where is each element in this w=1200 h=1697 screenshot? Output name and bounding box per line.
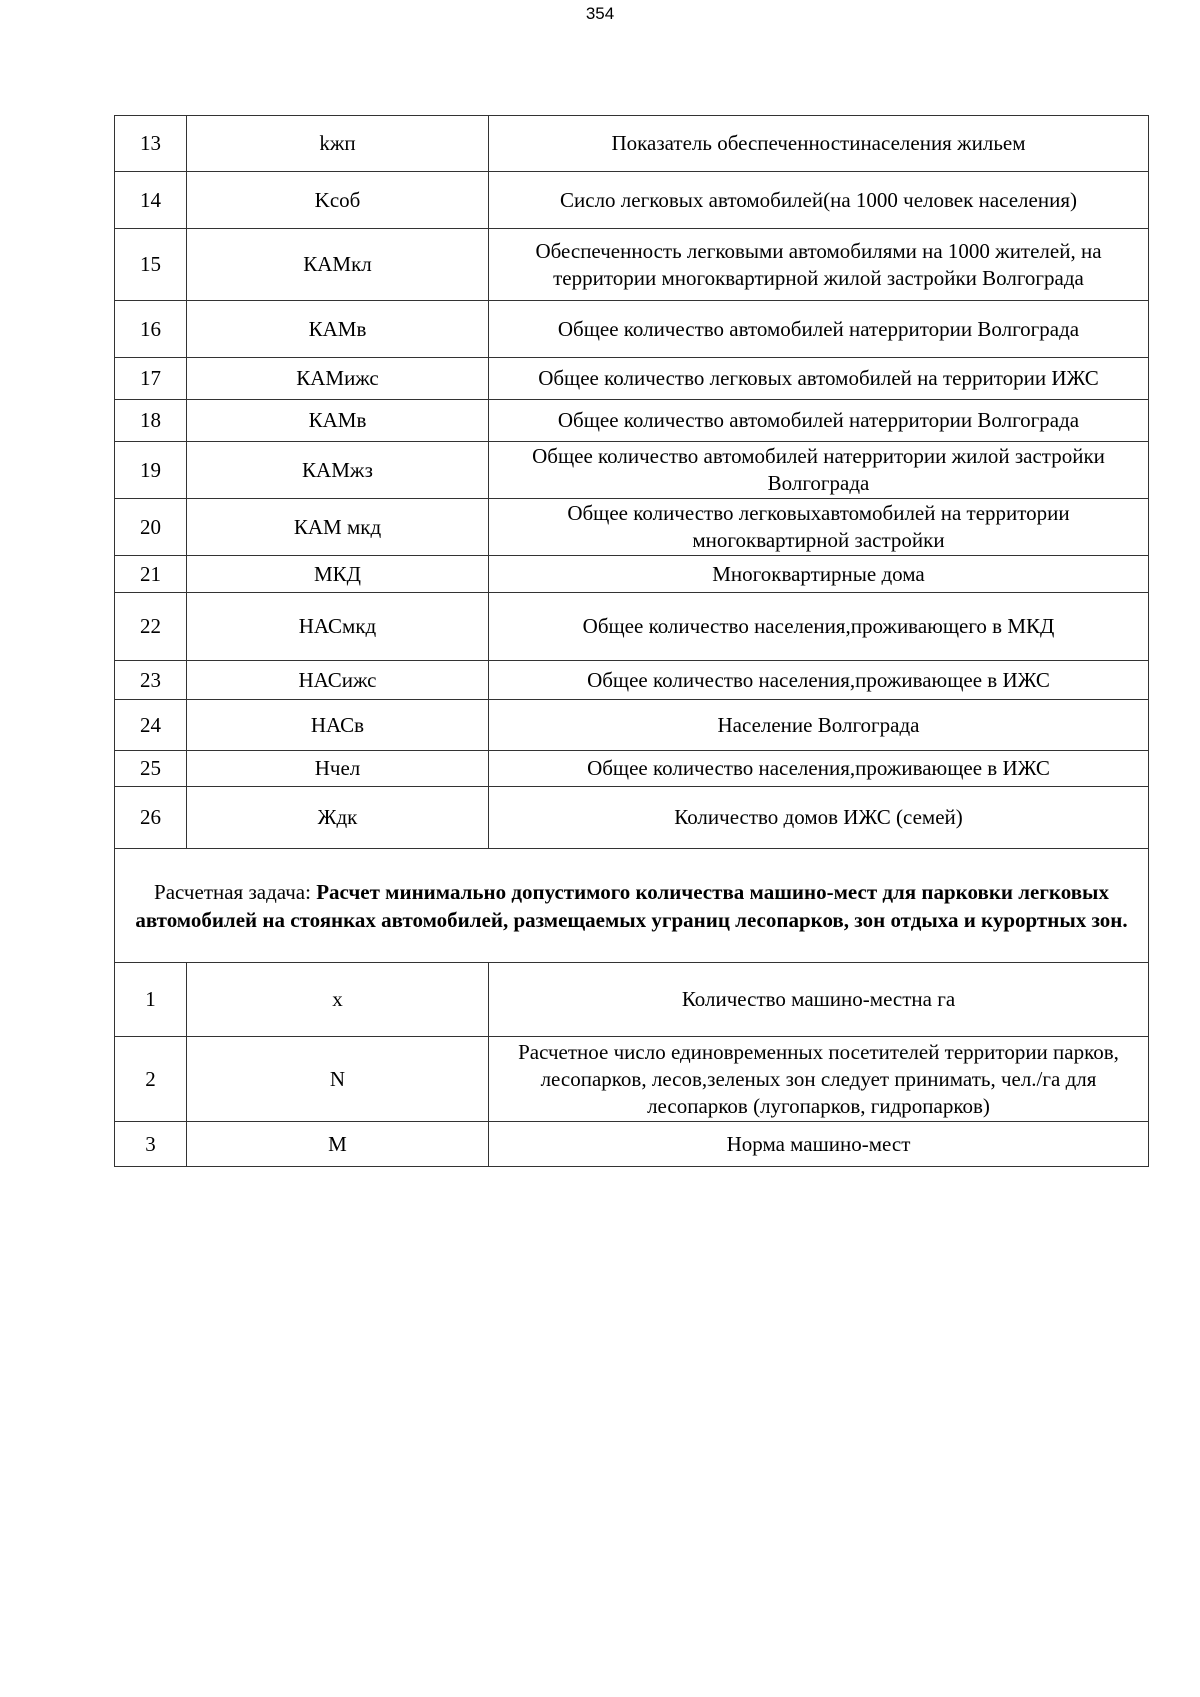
table-row	[115, 1122, 1149, 1167]
variable-symbol: НАСижс	[187, 661, 489, 700]
row-number: 22	[115, 593, 187, 661]
table-row	[115, 116, 1149, 172]
variable-symbol: kжп	[187, 116, 489, 172]
variable-symbol: КАМижс	[187, 358, 489, 400]
row-number: 13	[115, 116, 187, 172]
variable-symbol: КАМв	[187, 400, 489, 442]
variable-description: Количество машино-местна га	[489, 963, 1149, 1037]
variable-symbol: M	[187, 1122, 489, 1167]
row-number: 20	[115, 499, 187, 556]
row-number: 16	[115, 301, 187, 358]
variable-description: Общее количество автомобилей натерритории жилой застройки Волгограда	[489, 442, 1149, 499]
section-label: Расчетная задача:	[154, 879, 317, 904]
table-row	[115, 787, 1149, 849]
variable-symbol: КАМжз	[187, 442, 489, 499]
table-row	[115, 301, 1149, 358]
variable-description: Общее количество населения,проживающее в ИЖС	[489, 661, 1149, 700]
table-row	[115, 556, 1149, 593]
variable-description: Показатель обеспеченностинаселения жильем	[489, 116, 1149, 172]
row-number: 17	[115, 358, 187, 400]
variable-description: Общее количество населения,проживающего в МКД	[489, 593, 1149, 661]
variable-description: Многоквартирные дома	[489, 556, 1149, 593]
table-row	[115, 358, 1149, 400]
section-heading	[115, 849, 1149, 963]
variable-description: Расчетное число единовременных посетителей территории парков, лесопарков, лесов,зеленых зон следует принимать, чел./га для лесопарков (лугопарков, гидропарков)	[489, 1037, 1149, 1122]
table-row	[115, 442, 1149, 499]
table-row	[115, 400, 1149, 442]
variable-symbol: КАМ мкд	[187, 499, 489, 556]
row-number: 21	[115, 556, 187, 593]
variable-description: Количество домов ИЖС (семей)	[489, 787, 1149, 849]
row-number: 14	[115, 172, 187, 229]
table-row	[115, 751, 1149, 787]
page-number: 354	[585, 4, 615, 23]
row-number: 19	[115, 442, 187, 499]
variable-symbol: КАМкл	[187, 229, 489, 301]
variable-symbol: НАСв	[187, 700, 489, 751]
variable-symbol: N	[187, 1037, 489, 1122]
variable-symbol: x	[187, 963, 489, 1037]
variable-description: Общее количество легковых автомобилей на территории ИЖС	[489, 358, 1149, 400]
table-row	[115, 700, 1149, 751]
section-heading-row	[115, 849, 1149, 963]
table-row	[115, 499, 1149, 556]
row-number: 1	[115, 963, 187, 1037]
variable-symbol: Ждк	[187, 787, 489, 849]
table-row	[115, 1037, 1149, 1122]
row-number: 15	[115, 229, 187, 301]
variable-symbol: НАСмкд	[187, 593, 489, 661]
variable-description: Норма машино-мест	[489, 1122, 1149, 1167]
variables-table	[114, 115, 1149, 1167]
table-row	[115, 229, 1149, 301]
variable-symbol: Kсоб	[187, 172, 489, 229]
variable-description: Обеспеченность легковыми автомобилями на 1000 жителей, на территории многоквартирной жилой застройки Волгограда	[489, 229, 1149, 301]
variable-description: Общее количество населения,проживающее в ИЖС	[489, 751, 1149, 787]
variable-description: Население Волгограда	[489, 700, 1149, 751]
variable-description: Общее количество легковыхавтомобилей на территории многоквартирной застройки	[489, 499, 1149, 556]
row-number: 24	[115, 700, 187, 751]
row-number: 25	[115, 751, 187, 787]
row-number: 3	[115, 1122, 187, 1167]
table-row	[115, 661, 1149, 700]
variable-symbol: МКД	[187, 556, 489, 593]
section-title: Расчет минимально допустимого количества машино-мест для парковки легковых автомобилей на стоянках автомобилей, размещаемых уграниц лесопарков, зон отдыха и курортных зон.	[135, 879, 1128, 932]
variable-symbol: Нчел	[187, 751, 489, 787]
variable-description: Общее количество автомобилей натерритории Волгограда	[489, 400, 1149, 442]
row-number: 18	[115, 400, 187, 442]
table-row	[115, 593, 1149, 661]
table-row	[115, 963, 1149, 1037]
variable-description: Сисло легковых автомобилей(на 1000 человек населения)	[489, 172, 1149, 229]
row-number: 26	[115, 787, 187, 849]
variable-description: Общее количество автомобилей натерритории Волгограда	[489, 301, 1149, 358]
row-number: 2	[115, 1037, 187, 1122]
row-number: 23	[115, 661, 187, 700]
variable-symbol: КАМв	[187, 301, 489, 358]
table-row	[115, 172, 1149, 229]
